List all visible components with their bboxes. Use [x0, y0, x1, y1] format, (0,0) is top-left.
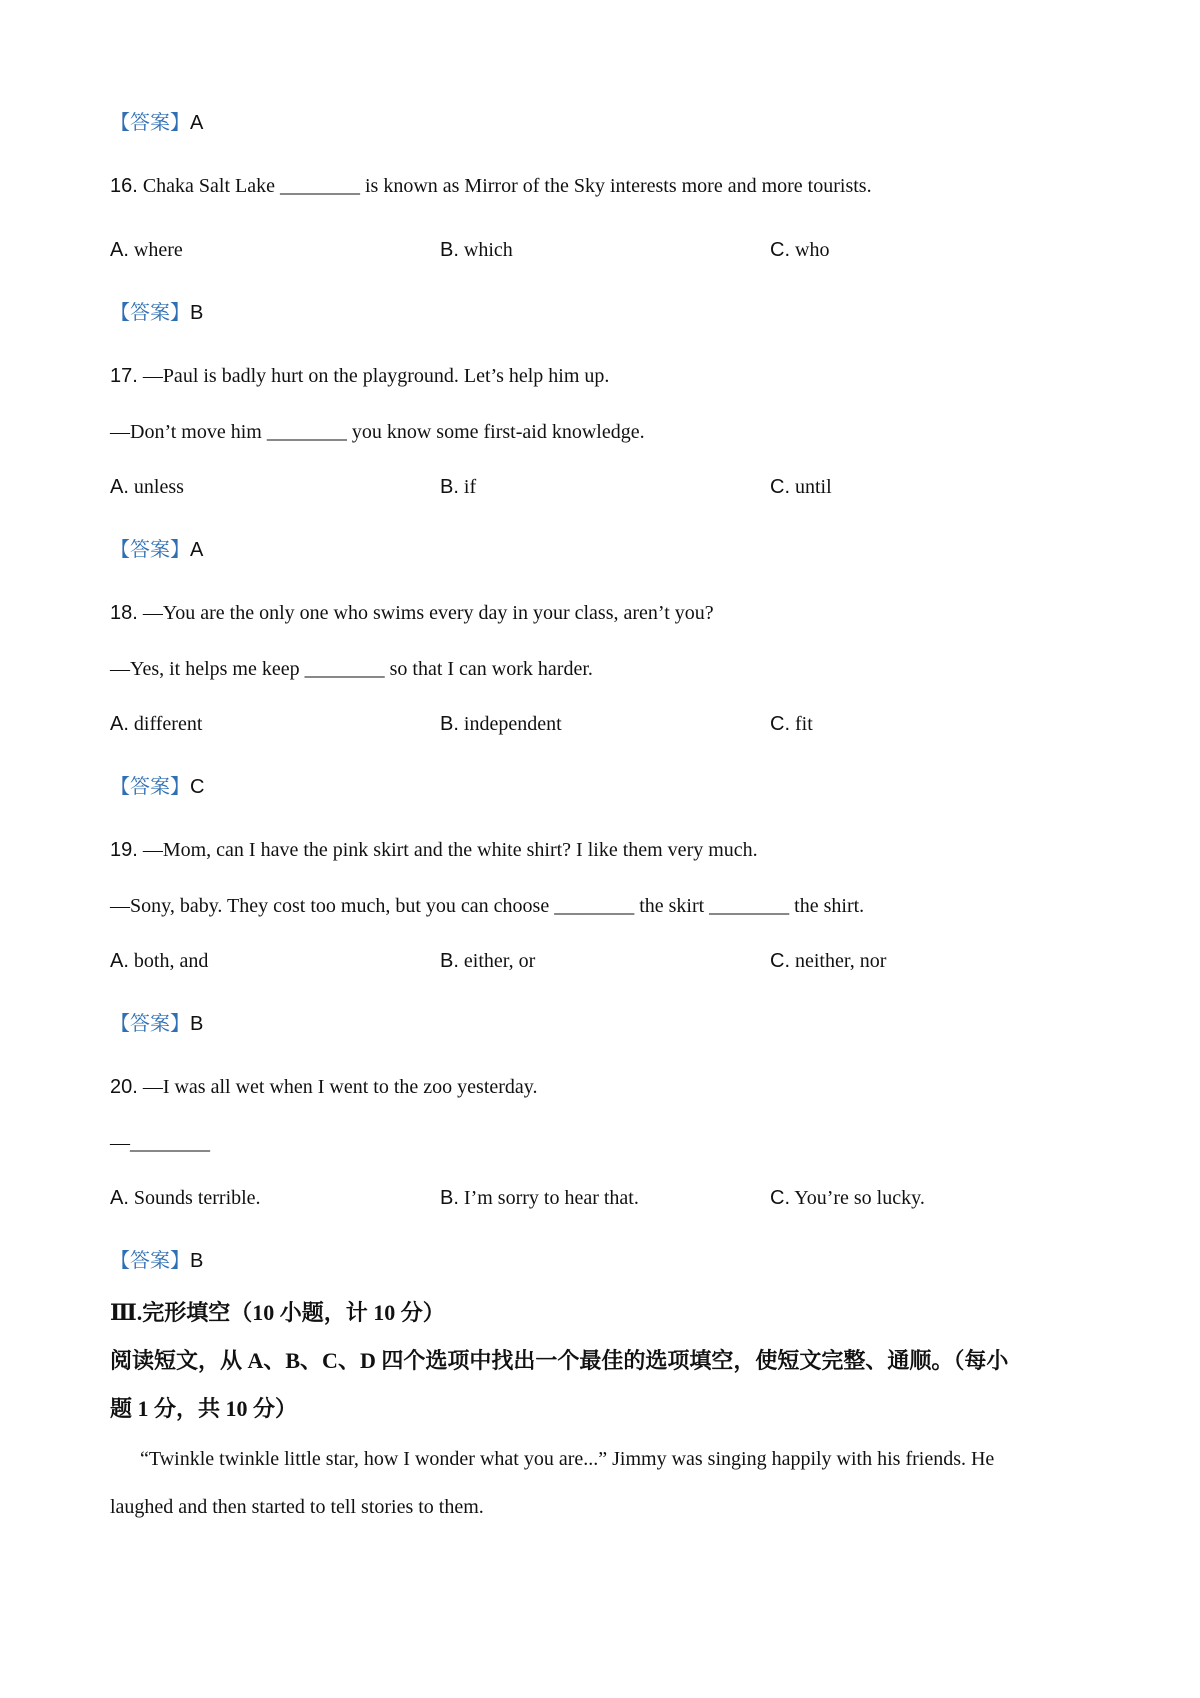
- option-16-c: [770, 240, 829, 260]
- passage-line-2: laughed and then started to tell stories to them.: [110, 1496, 484, 1518]
- option-18-a: [110, 714, 202, 734]
- option-letter: C.: [770, 476, 790, 498]
- answer-16: [110, 303, 203, 323]
- option-18-c: [770, 714, 813, 734]
- option-letter: B.: [440, 950, 459, 972]
- option-text: I’m sorry to hear that.: [458, 1187, 639, 1209]
- option-19-a: [110, 951, 208, 971]
- answer-label: 【答案】: [110, 112, 190, 134]
- option-text: Sounds terrible.: [128, 1187, 261, 1209]
- answer-15: [110, 113, 203, 133]
- answer-value: B: [190, 1250, 204, 1272]
- option-text: either, or: [458, 950, 536, 972]
- answer-value: C: [190, 776, 205, 798]
- option-text: both, and: [128, 950, 209, 972]
- option-19-b: [440, 951, 535, 971]
- answer-label: 【答案】: [110, 302, 190, 324]
- answer-17: [110, 540, 203, 560]
- option-letter: A.: [110, 950, 129, 972]
- question-number: 17.: [110, 365, 138, 387]
- question-number: 16.: [110, 175, 138, 197]
- option-17-b: [440, 477, 476, 497]
- option-letter: B.: [440, 1187, 459, 1209]
- option-letter: C.: [770, 1187, 790, 1209]
- option-20-a: [110, 1188, 261, 1208]
- question-stem: —You are the only one who swims every day in your class, aren’t you?: [137, 602, 714, 624]
- answer-value: A: [190, 539, 204, 561]
- question-20-reply: —________: [110, 1132, 210, 1154]
- option-16-b: [440, 240, 513, 260]
- option-text: who: [790, 239, 830, 261]
- passage-line-1: “Twinkle twinkle little star, how I wonder what you are...” Jimmy was singing happily with his friends. He: [110, 1448, 995, 1470]
- question-number: 18.: [110, 602, 138, 624]
- option-letter: B.: [440, 713, 459, 735]
- section-title: Ⅲ.完形填空（10 小题，计 10 分）: [110, 1300, 445, 1325]
- option-18-b: [440, 714, 562, 734]
- question-17: [110, 366, 609, 386]
- question-stem: —I was all wet when I went to the zoo yesterday.: [137, 1076, 538, 1098]
- option-text: where: [128, 239, 183, 261]
- question-number: 19.: [110, 839, 138, 861]
- question-stem: —Mom, can I have the pink skirt and the white shirt? I like them very much.: [137, 839, 758, 861]
- option-16-a: [110, 240, 183, 260]
- option-text: independent: [458, 713, 562, 735]
- question-18-reply: —Yes, it helps me keep ________ so that I can work harder.: [110, 658, 593, 680]
- answer-label: 【答案】: [110, 1013, 190, 1035]
- question-stem: Chaka Salt Lake ________ is known as Mirror of the Sky interests more and more tourists.: [137, 175, 872, 197]
- question-17-reply: —Don’t move him ________ you know some first-aid knowledge.: [110, 421, 645, 443]
- option-19-c: [770, 951, 886, 971]
- question-19: [110, 840, 758, 860]
- section-instruction-line-1: 阅读短文，从 A、B、C、D 四个选项中找出一个最佳的选项填空，使短文完整、通顺。（每小: [110, 1348, 1009, 1373]
- answer-value: B: [190, 1013, 204, 1035]
- question-18: [110, 603, 714, 623]
- section-instruction-line-2: 题 1 分，共 10 分）: [110, 1396, 298, 1421]
- answer-label: 【答案】: [110, 539, 190, 561]
- question-number: 20.: [110, 1076, 138, 1098]
- option-20-c: [770, 1188, 925, 1208]
- option-17-c: [770, 477, 832, 497]
- option-letter: A.: [110, 476, 129, 498]
- answer-20: [110, 1251, 203, 1271]
- option-letter: A.: [110, 713, 129, 735]
- option-letter: B.: [440, 239, 459, 261]
- question-20: [110, 1077, 538, 1097]
- question-stem: —Paul is badly hurt on the playground. Let’s help him up.: [137, 365, 610, 387]
- answer-label: 【答案】: [110, 1250, 190, 1272]
- option-text: until: [790, 476, 832, 498]
- option-text: unless: [128, 476, 184, 498]
- answer-value: A: [190, 112, 204, 134]
- option-text: different: [128, 713, 203, 735]
- option-letter: A.: [110, 239, 129, 261]
- option-17-a: [110, 477, 184, 497]
- answer-label: 【答案】: [110, 776, 190, 798]
- option-20-b: [440, 1188, 639, 1208]
- option-letter: C.: [770, 950, 790, 972]
- option-letter: C.: [770, 239, 790, 261]
- answer-18: [110, 777, 204, 797]
- option-letter: B.: [440, 476, 459, 498]
- option-text: You’re so lucky.: [790, 1187, 925, 1209]
- option-text: which: [458, 239, 513, 261]
- option-text: neither, nor: [790, 950, 887, 972]
- option-text: if: [458, 476, 477, 498]
- question-16: [110, 176, 872, 196]
- option-letter: A.: [110, 1187, 129, 1209]
- answer-value: B: [190, 302, 204, 324]
- answer-19: [110, 1014, 203, 1034]
- option-letter: C.: [770, 713, 790, 735]
- question-19-reply: —Sony, baby. They cost too much, but you can choose ________ the skirt ________ the shirt.: [110, 895, 865, 917]
- option-text: fit: [790, 713, 813, 735]
